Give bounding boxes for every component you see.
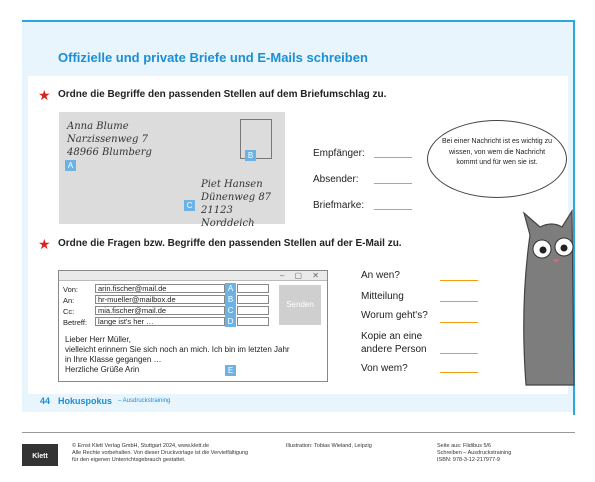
- sender-address: [67, 120, 152, 159]
- term-mitteilung: Mitteilung: [361, 291, 404, 302]
- body-line: Herzliche Grüße Arin: [65, 365, 140, 374]
- subject-field[interactable]: lange ist's her …: [95, 317, 225, 326]
- copyright: [72, 443, 248, 464]
- book-subtitle: – Ausdruckstraining: [118, 398, 171, 404]
- term-von-wem: Von wem?: [361, 363, 408, 374]
- star-icon: ★: [38, 87, 51, 103]
- tag-d: D: [225, 316, 236, 327]
- input-extension[interactable]: [237, 306, 269, 315]
- source-line: Seite aus: Flidibus 5/6: [437, 443, 492, 449]
- answer-blank[interactable]: [440, 280, 478, 281]
- book-title: Hokuspokus: [58, 396, 113, 406]
- email-window: [58, 270, 328, 382]
- term-briefmarke: Briefmarke:: [313, 200, 365, 211]
- top-border: [22, 20, 573, 22]
- sender-line: Anna Blume: [67, 121, 129, 132]
- term-an-wen: An wen?: [361, 270, 400, 281]
- klett-logo: [22, 444, 58, 466]
- recipient-address: [201, 178, 285, 230]
- logo-text: Klett: [32, 453, 48, 460]
- term-kopie: Kopie an eine andere Person: [361, 331, 427, 355]
- recipient-line: Piet Hansen: [201, 179, 263, 190]
- email-body[interactable]: [65, 335, 323, 375]
- source-line: Schreiben – Ausdruckstraining: [437, 450, 512, 456]
- answer-blank[interactable]: [374, 183, 412, 184]
- field-label-betreff: Betreff:: [63, 318, 88, 327]
- tag-b: B: [245, 150, 256, 161]
- source-line: ISBN: 978-3-12-217977-9: [437, 457, 500, 463]
- tag-c: C: [184, 200, 195, 211]
- star-icon: ★: [38, 236, 51, 252]
- body-line: Lieber Herr Müller,: [65, 335, 131, 344]
- tag-a: A: [225, 283, 236, 294]
- input-extension[interactable]: [237, 284, 269, 293]
- task-2: Ordne die Fragen bzw. Begriffe den passenden Stellen auf der E-Mail zu.: [58, 238, 402, 249]
- answer-blank[interactable]: [374, 209, 412, 210]
- recipient-line: 21123 Norddeich: [201, 205, 255, 229]
- input-extension[interactable]: [237, 317, 269, 326]
- page-number: 44: [40, 396, 51, 406]
- answer-blank[interactable]: [440, 353, 478, 354]
- page-title: Offizielle und private Briefe und E-Mails schreiben: [58, 50, 368, 65]
- cc-field[interactable]: mia.fischer@mail.de: [95, 306, 225, 315]
- input-extension[interactable]: [237, 295, 269, 304]
- body-line: in Ihre Klasse gegangen …: [65, 355, 162, 364]
- copyright-line: für den eigenen Unterrichtsgebrauch gestattet.: [72, 457, 186, 463]
- field-label-von: Von:: [63, 285, 79, 294]
- answer-blank[interactable]: [374, 157, 412, 158]
- sender-line: 48966 Blumberg: [67, 147, 152, 158]
- body-line: vielleicht erinnern Sie sich noch an mich. Ich bin im letzten Jahr: [65, 345, 290, 354]
- copyright-line: © Ernst Klett Verlag GmbH, Stuttgart 2024, www.klett.de: [72, 443, 210, 449]
- window-controls-icon[interactable]: – ▢ ✕: [279, 271, 323, 280]
- answer-blank[interactable]: [440, 322, 478, 323]
- tag-a: A: [65, 160, 76, 171]
- recipient-line: Dünenweg 87: [201, 192, 272, 203]
- footer-divider: [22, 432, 575, 433]
- window-titlebar: [59, 271, 327, 281]
- term-worum: Worum geht's?: [361, 310, 428, 321]
- tag-c: C: [225, 305, 236, 316]
- cat-illustration: [518, 205, 575, 390]
- sender-line: Narzissenweg 7: [67, 134, 149, 145]
- tag-b: B: [225, 294, 236, 305]
- answer-blank[interactable]: [440, 301, 478, 302]
- task-1: Ordne die Begriffe den passenden Stellen auf dem Briefumschlag zu.: [58, 89, 387, 100]
- from-field[interactable]: arin.fischer@mail.de: [95, 284, 225, 293]
- copyright-line: Alle Rechte vorbehalten. Von dieser Druckvorlage ist die Vervielfältigung: [72, 450, 249, 456]
- term-empfaenger: Empfänger:: [313, 148, 365, 159]
- field-label-an: An:: [63, 296, 75, 305]
- envelope: [59, 112, 285, 229]
- term-absender: Absender:: [313, 174, 359, 185]
- illustrator-credit: Illustration: Tobias Wieland, Leipzig: [286, 443, 372, 449]
- send-button[interactable]: Senden: [279, 285, 321, 325]
- tag-e: E: [225, 365, 236, 376]
- answer-blank[interactable]: [440, 372, 478, 373]
- field-label-cc: Cc:: [63, 307, 75, 316]
- speech-bubble: Bei einer Nachricht ist es wichtig zu wissen, von wem die Nachricht kommt und für wen sie ist.: [427, 120, 567, 198]
- to-field[interactable]: hr-mueller@mailbox.de: [95, 295, 225, 304]
- source-info: [437, 443, 511, 464]
